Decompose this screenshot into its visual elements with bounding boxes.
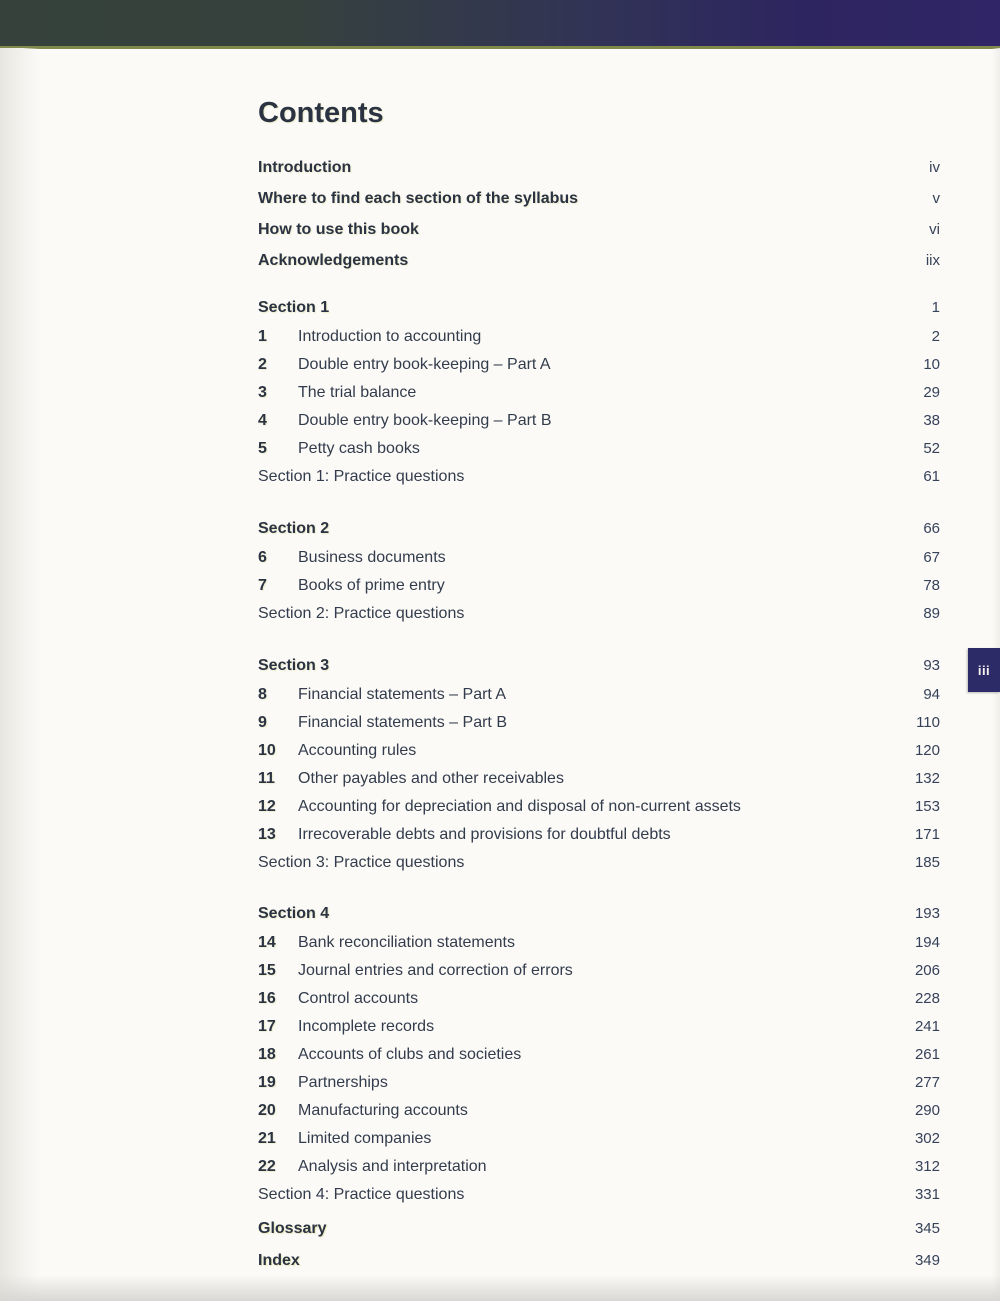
practice-questions-row (258, 849, 940, 877)
section-heading-row (258, 292, 940, 323)
chapter-title: Financial statements – Part A (298, 686, 507, 703)
chapter-number: 5 (258, 440, 267, 457)
front-matter-entry (258, 245, 940, 276)
chapter-title: Bank reconciliation statements (298, 934, 515, 951)
chapter-title: The trial balance (298, 384, 417, 401)
page-number: 1 (931, 299, 940, 316)
chapter-number: 21 (258, 1130, 276, 1147)
chapter-number: 20 (258, 1102, 276, 1119)
front-matter-entry (258, 183, 940, 214)
practice-questions-row (258, 600, 940, 628)
page-number: 153 (914, 798, 940, 815)
chapter-number: 6 (258, 549, 267, 566)
toc-section (258, 898, 940, 1209)
chapter-row (258, 351, 940, 379)
chapter-row (258, 379, 940, 407)
front-matter-entry (258, 152, 940, 183)
chapter-row (258, 765, 940, 793)
page-number: 193 (914, 905, 940, 922)
page-number: iv (929, 159, 940, 176)
page-number: 349 (914, 1252, 940, 1269)
chapter-title: Accounts of clubs and societies (298, 1046, 522, 1063)
front-matter-title: Acknowledgements (258, 252, 409, 269)
page-number: 110 (916, 714, 940, 731)
scan-edge-left (0, 48, 40, 1301)
chapter-title: Control accounts (298, 990, 419, 1007)
page-number: 312 (914, 1158, 940, 1175)
chapter-title: Irrecoverable debts and provisions for doubtful debts (298, 826, 671, 843)
toc-section (258, 650, 940, 877)
page-number: vi (929, 221, 940, 238)
chapter-number: 12 (258, 798, 276, 815)
chapter-number: 7 (258, 577, 267, 594)
page-title: Contents (258, 97, 384, 129)
section-heading: Section 2 (258, 520, 330, 537)
chapter-title: Limited companies (298, 1130, 432, 1147)
page-number: 228 (914, 990, 940, 1007)
chapter-number: 3 (258, 384, 267, 401)
section-heading-row (258, 898, 940, 929)
front-matter-title: Where to find each section of the syllabus (258, 190, 579, 207)
chapter-number: 9 (258, 714, 267, 731)
chapter-row (258, 572, 940, 600)
back-matter-entry (258, 1245, 940, 1277)
back-matter-title: Glossary (258, 1220, 327, 1237)
page-number: 185 (914, 854, 940, 871)
chapter-title: Petty cash books (298, 440, 420, 457)
chapter-number: 10 (258, 742, 276, 759)
chapter-title: Financial statements – Part B (298, 714, 507, 731)
page-number: 261 (914, 1046, 940, 1063)
chapter-row (258, 544, 940, 572)
page-number: 67 (923, 549, 940, 566)
chapter-title: Partnerships (298, 1074, 388, 1091)
chapter-number: 19 (258, 1074, 276, 1091)
chapter-title: Double entry book-keeping – Part B (298, 412, 552, 429)
chapter-number: 18 (258, 1046, 276, 1063)
chapter-row (258, 407, 940, 435)
chapter-row (258, 1125, 940, 1153)
page-number: 171 (914, 826, 940, 843)
page-number: v (932, 190, 940, 207)
section-heading: Section 3 (258, 657, 330, 674)
practice-questions-title: Section 4: Practice questions (258, 1186, 465, 1203)
page-number: 2 (931, 328, 940, 345)
chapter-row (258, 929, 940, 957)
practice-questions-title: Section 3: Practice questions (258, 854, 465, 871)
page-number: 94 (923, 686, 940, 703)
chapter-title: Accounting for depreciation and disposal of non-current assets (298, 798, 741, 815)
page-number: 29 (923, 384, 940, 401)
page-number: 206 (914, 962, 940, 979)
section-heading: Section 1 (258, 299, 330, 316)
page-number: 132 (914, 770, 940, 787)
toc-section (258, 513, 940, 628)
chapter-row (258, 709, 940, 737)
chapter-title: Journal entries and correction of errors (298, 962, 573, 979)
chapter-row (258, 957, 940, 985)
page-number: 61 (923, 468, 940, 485)
chapter-number: 14 (258, 934, 276, 951)
page-number: 290 (914, 1102, 940, 1119)
chapter-row (258, 793, 940, 821)
chapter-title: Analysis and interpretation (298, 1158, 487, 1175)
chapter-title: Introduction to accounting (298, 328, 482, 345)
chapter-title: Other payables and other receivables (298, 770, 564, 787)
practice-questions-row (258, 463, 940, 491)
chapter-number: 11 (258, 770, 275, 787)
page-number-label: iii (977, 662, 991, 678)
section-heading-row (258, 513, 940, 544)
chapter-number: 15 (258, 962, 276, 979)
chapter-number: 22 (258, 1158, 276, 1175)
page-number: 331 (914, 1186, 940, 1203)
chapter-row (258, 1153, 940, 1181)
table-of-contents (258, 0, 940, 1277)
chapter-row (258, 681, 940, 709)
chapter-row (258, 435, 940, 463)
chapter-number: 13 (258, 826, 276, 843)
page-number: 93 (923, 657, 940, 674)
back-matter-title: Index (258, 1252, 300, 1269)
page-number: 302 (914, 1130, 940, 1147)
chapter-title: Double entry book-keeping – Part A (298, 356, 551, 373)
chapter-row (258, 1041, 940, 1069)
front-matter-title: Introduction (258, 159, 352, 176)
chapter-row (258, 1013, 940, 1041)
chapter-title: Incomplete records (298, 1018, 435, 1035)
front-matter-entry (258, 214, 940, 245)
page-number: 38 (923, 412, 940, 429)
chapter-title: Business documents (298, 549, 446, 566)
practice-questions-row (258, 1181, 940, 1209)
page-number: 52 (923, 440, 940, 457)
page-number: 66 (923, 520, 940, 537)
page-number: 10 (923, 356, 940, 373)
front-matter-title: How to use this book (258, 221, 419, 238)
practice-questions-title: Section 1: Practice questions (258, 468, 465, 485)
chapter-number: 2 (258, 356, 267, 373)
chapter-row (258, 821, 940, 849)
page-number: 89 (923, 605, 940, 622)
page-number: 345 (914, 1220, 940, 1237)
page-number: 241 (914, 1018, 940, 1035)
section-heading-row (258, 650, 940, 681)
chapter-title: Accounting rules (298, 742, 417, 759)
chapter-row (258, 985, 940, 1013)
page-number: 120 (914, 742, 940, 759)
chapter-row (258, 737, 940, 765)
chapter-number: 17 (258, 1018, 276, 1035)
practice-questions-title: Section 2: Practice questions (258, 605, 465, 622)
page-number: iix (925, 252, 940, 269)
chapter-number: 8 (258, 686, 267, 703)
chapter-number: 1 (258, 328, 267, 345)
chapter-number: 16 (258, 990, 276, 1007)
chapter-number: 4 (258, 412, 267, 429)
toc-section (258, 292, 940, 491)
section-heading: Section 4 (258, 905, 330, 922)
page-number: 277 (914, 1074, 940, 1091)
page-number: 194 (914, 934, 940, 951)
back-matter-entry (258, 1213, 940, 1245)
page-number-tab (968, 648, 1000, 692)
chapter-row (258, 1069, 940, 1097)
page-number: 78 (923, 577, 940, 594)
chapter-row (258, 1097, 940, 1125)
scan-edge-bottom (0, 1275, 1000, 1301)
chapter-title: Books of prime entry (298, 577, 445, 594)
chapter-row (258, 323, 940, 351)
chapter-title: Manufacturing accounts (298, 1102, 468, 1119)
